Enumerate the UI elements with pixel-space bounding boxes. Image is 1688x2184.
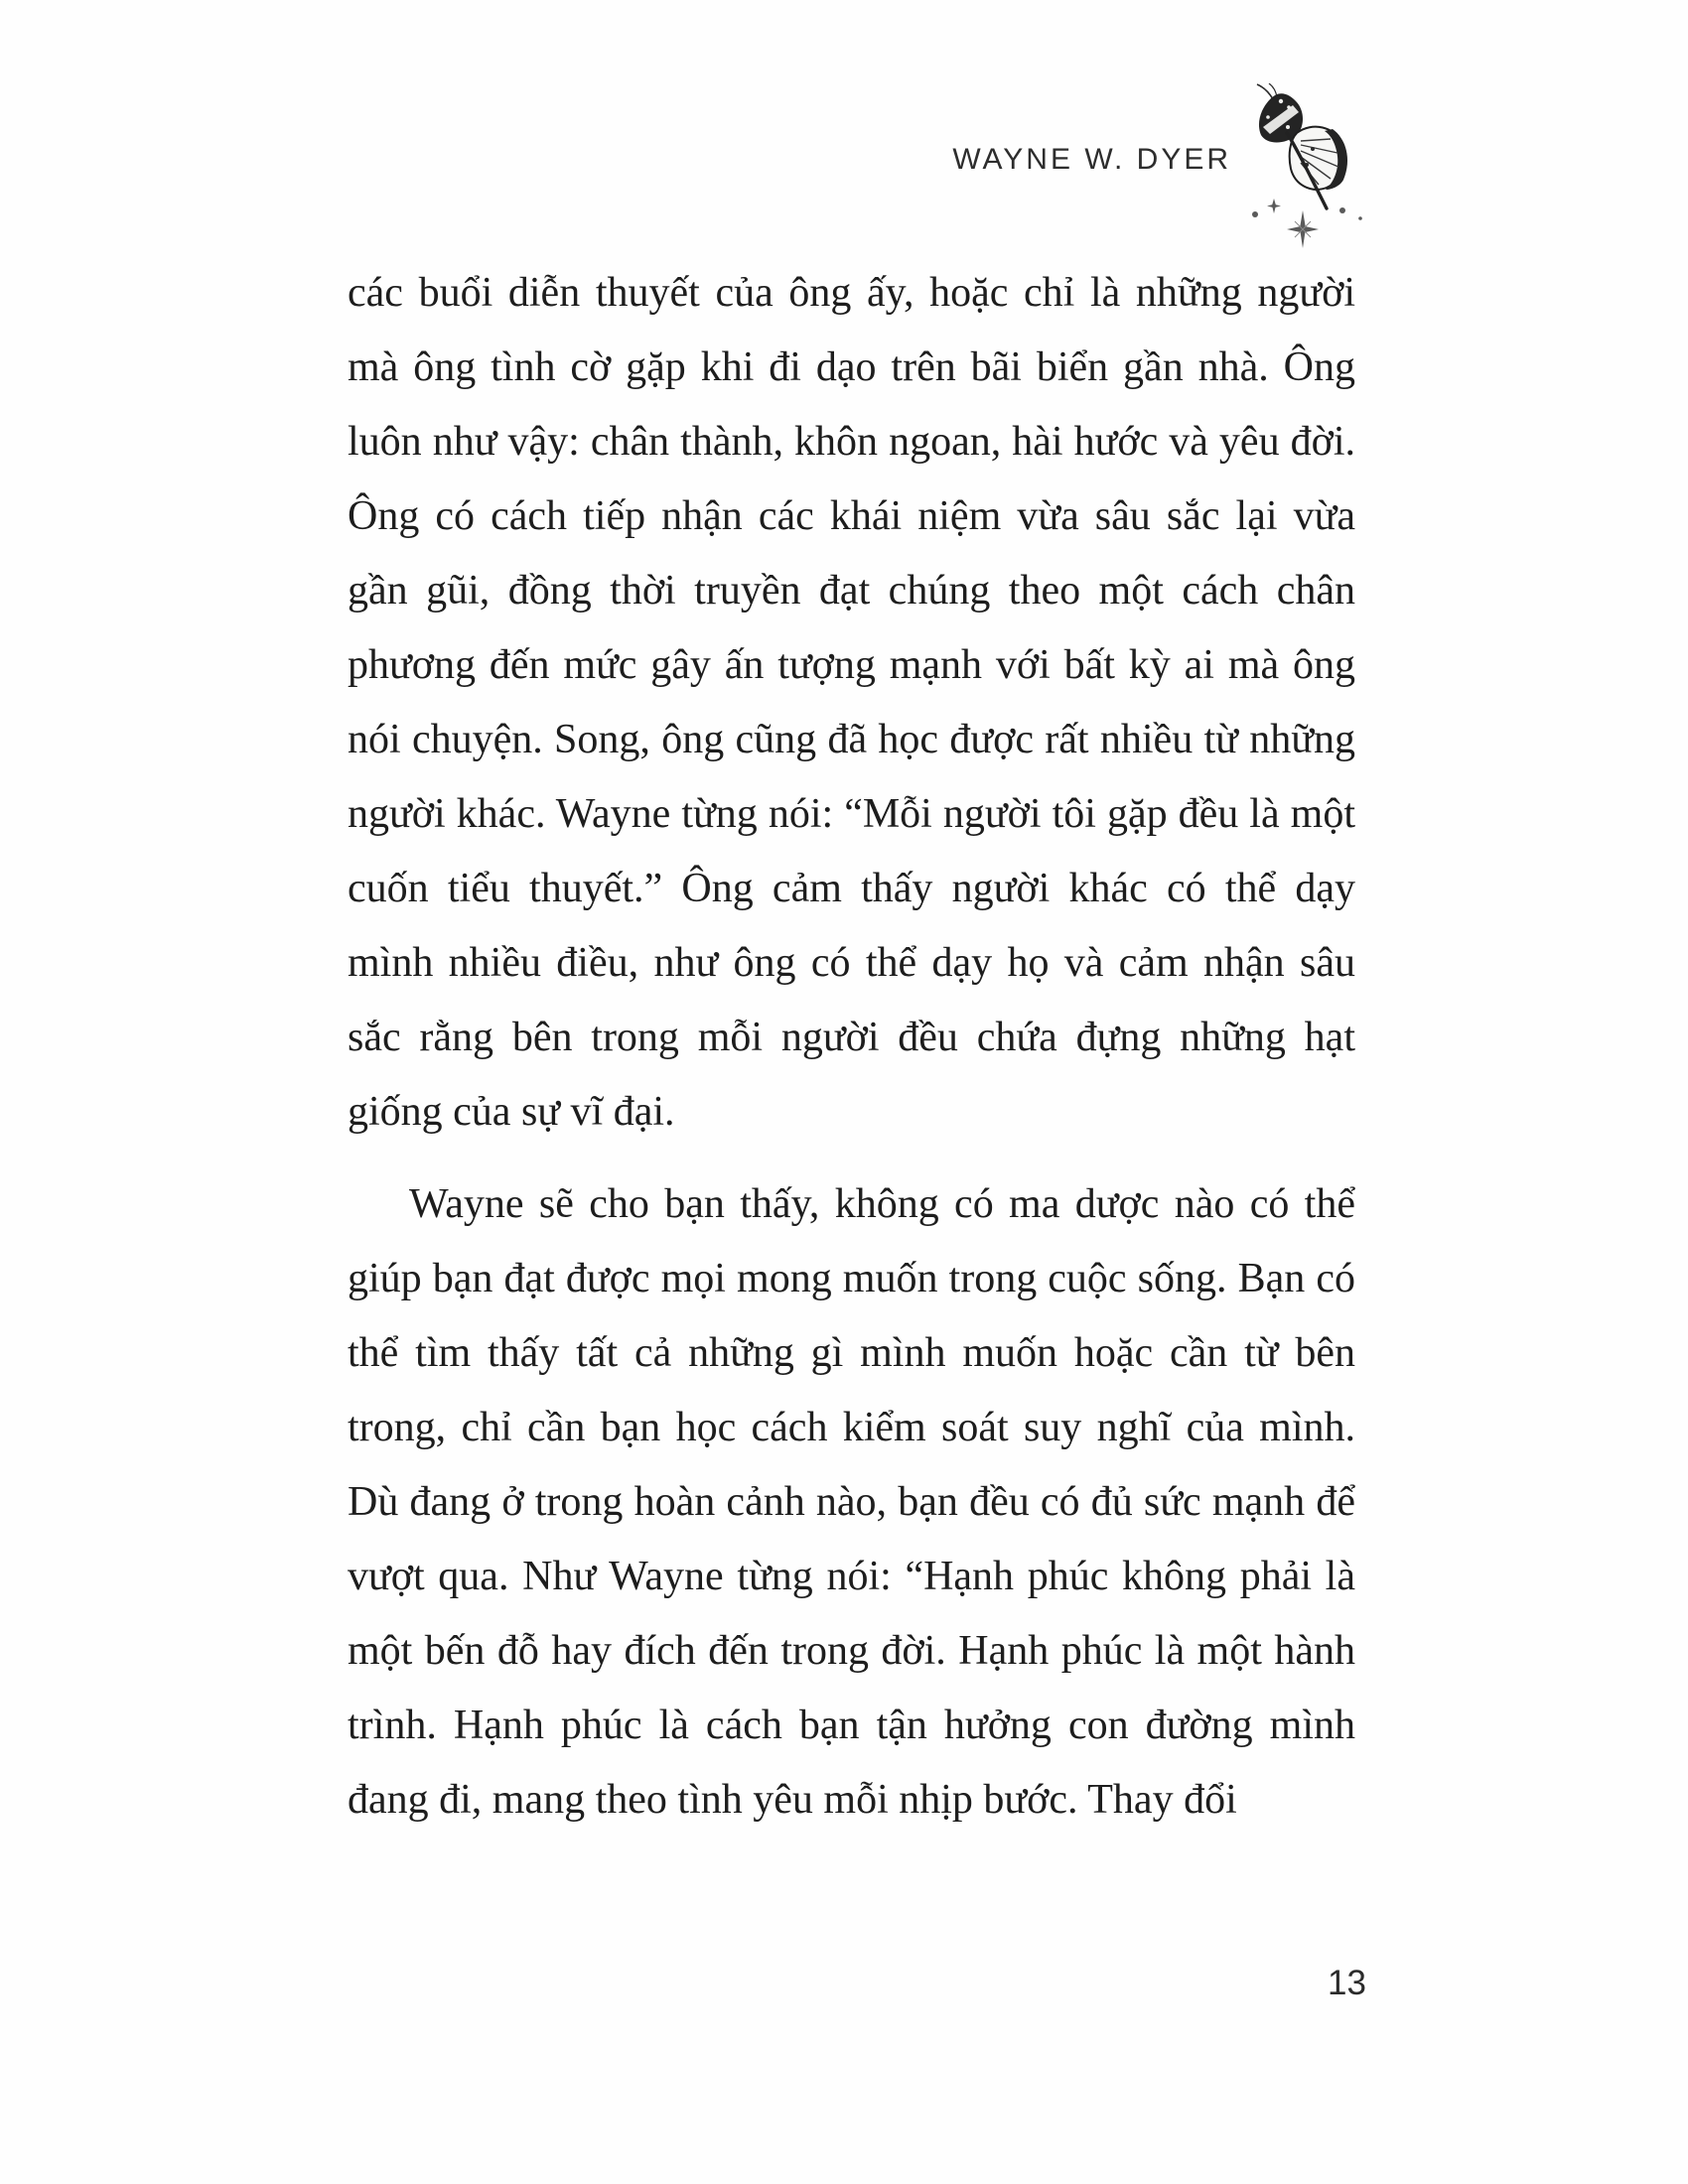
- paragraph: Wayne sẽ cho bạn thấy, không có ma dược nào có thể giúp bạn đạt được mọi mong muốn trong cuộc sống. Bạn có thể tìm thấy tất cả những gì mình muốn hoặc cần từ bên trong, chỉ cần bạn học cách kiểm soát suy nghĩ của mình. Dù đang ở trong hoàn cảnh nào, bạn đều có đủ sức mạnh để vượt qua. Như Wayne từng nói: “Hạnh phúc không phải là một bến đỗ hay đích đến trong đời. Hạnh phúc là một hành trình. Hạnh phúc là cách bạn tận hưởng con đường mình đang đi, mang theo tình yêu mỗi nhịp bước. Thay đổi: [348, 1181, 1355, 1823]
- paragraph: các buổi diễn thuyết của ông ấy, hoặc chỉ là những người mà ông tình cờ gặp khi đi dạo trên bãi biển gần nhà. Ông luôn như vậy: chân thành, khôn ngoan, hài hước và yêu đời. Ông có cách tiếp nhận các khái niệm vừa sâu sắc lại vừa gần gũi, đồng thời truyền đạt chúng theo một cách chân phương đến mức gây ấn tượng mạnh với bất kỳ ai mà ông nói chuyện. Song, ông cũng đã học được rất nhiều từ những người khác. Wayne từng nói: “Mỗi người tôi gặp đều là một cuốn tiểu thuyết.” Ông cảm thấy người khác có thể dạy mình nhiều điều, như ông có thể dạy họ và cảm nhận sâu sắc rằng bên trong mỗi người đều chứa đựng những hạt giống của sự vĩ đại.: [348, 270, 1355, 1135]
- running-head-author: WAYNE W. DYER: [952, 143, 1231, 176]
- butterfly-icon: [1243, 83, 1366, 254]
- page-number: 13: [1328, 1964, 1366, 2002]
- body-text: [348, 256, 1355, 1838]
